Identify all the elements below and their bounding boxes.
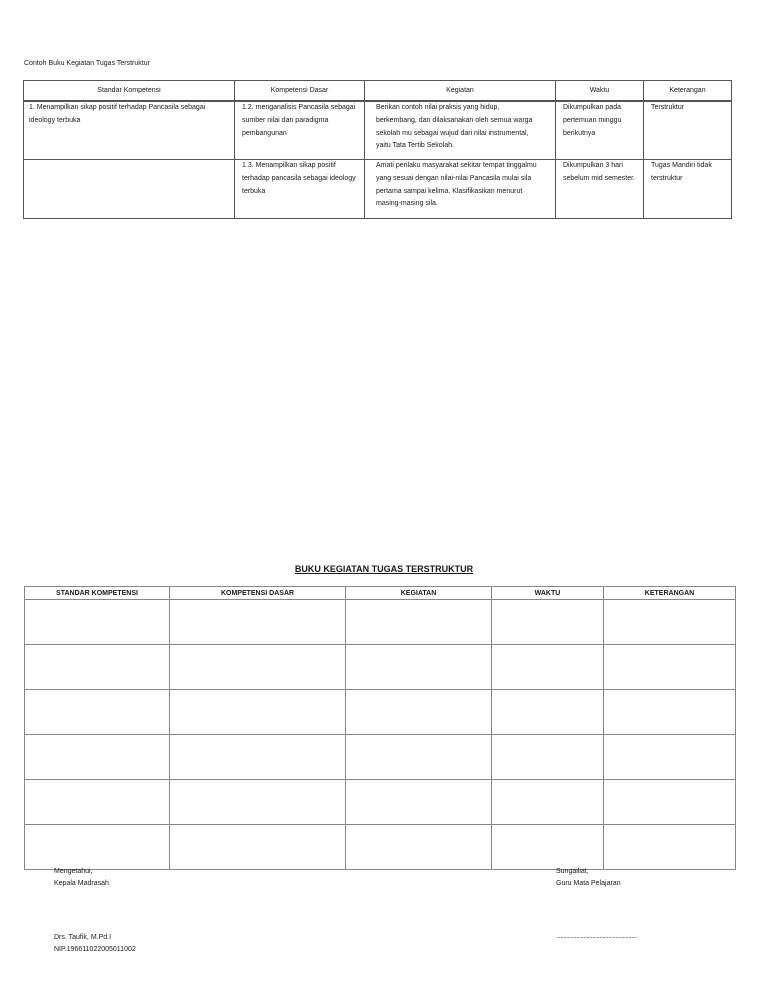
form-cell[interactable]: [492, 690, 604, 735]
form-cell[interactable]: [604, 645, 736, 690]
table-row: [24, 160, 732, 219]
form-header-standar-kompetensi: STANDAR KOMPETENSI: [25, 587, 170, 600]
form-cell[interactable]: [25, 780, 170, 825]
form-cell[interactable]: [170, 825, 346, 870]
form-header-waktu: WAKTU: [492, 587, 604, 600]
form-cell[interactable]: [346, 825, 492, 870]
form-cell[interactable]: [492, 600, 604, 645]
form-cell[interactable]: [492, 645, 604, 690]
header-waktu: Waktu: [556, 81, 644, 102]
form-cell[interactable]: [25, 600, 170, 645]
form-cell[interactable]: [25, 825, 170, 870]
form-cell[interactable]: [346, 690, 492, 735]
page-caption: Contoh Buku Kegiatan Tugas Terstruktur: [24, 60, 150, 67]
form-header-kegiatan: KEGIATAN: [346, 587, 492, 600]
cell-waktu: Dikumpulkan 3 hari sebelum mid semester.: [556, 160, 644, 219]
signature-right-line: ........................................................: [556, 933, 637, 940]
form-cell[interactable]: [25, 735, 170, 780]
form-cell[interactable]: [346, 645, 492, 690]
form-cell[interactable]: [604, 600, 736, 645]
header-standar-kompetensi: Standar Kompetensi: [24, 81, 235, 102]
signature-right-role: Guru Mata Pelajaran: [556, 880, 621, 887]
form-cell[interactable]: [604, 780, 736, 825]
signature-left: [54, 866, 109, 890]
form-cell[interactable]: [492, 735, 604, 780]
form-cell[interactable]: [25, 690, 170, 735]
form-header-keterangan: KETERANGAN: [604, 587, 736, 600]
signature-right-place: Sungailiat,: [556, 868, 589, 875]
form-cell[interactable]: [170, 690, 346, 735]
form-row: [25, 690, 736, 735]
form-cell[interactable]: [25, 645, 170, 690]
cell-keterangan: Tugas Mandiri tidak terstruktur: [644, 160, 732, 219]
example-header-row: [24, 81, 732, 102]
signature-left-name: Drs. Taufik, M.Pd.I: [54, 934, 112, 941]
cell-waktu: Dikumpulkan pada pertemuan minggu berikutnya: [556, 101, 644, 160]
signature-left-role: Kepala Madrasah: [54, 880, 109, 887]
cell-standar: 1. Menampilkan sikap positif terhadap Pancasila sebagai ideology terbuka: [24, 101, 235, 160]
header-kompetensi-dasar: Kompetensi Dasar: [235, 81, 365, 102]
form-cell[interactable]: [492, 825, 604, 870]
form-cell[interactable]: [604, 690, 736, 735]
cell-kompetensi: 1.2. menganalisis Pancasila sebagai sumber nilai dan paradigma pembangunan: [235, 101, 365, 160]
cell-kegiatan: Berikan contoh nilai praksis yang hidup, berkembang, dan dilaksanakan oleh semua warga sekolah mu sebagai wujud dari nilai instrumental, yaitu Tata Tertib Sekolah.: [365, 101, 556, 160]
cell-kegiatan: Amati perilaku masyarakat sekitar tempat tinggalmu yang sesuai dengan nilai-nilai Pancasila mulai sila pertama sampai kelima. Klasifikasikan menurut masing-masing sila.: [365, 160, 556, 219]
header-kegiatan: Kegiatan: [365, 81, 556, 102]
signature-right: [556, 866, 621, 890]
signature-left-identity: [54, 932, 136, 956]
signature-left-greeting: Mengetahui,: [54, 868, 93, 875]
form-row: [25, 780, 736, 825]
form-cell[interactable]: [170, 735, 346, 780]
form-cell[interactable]: [346, 735, 492, 780]
cell-keterangan: Terstruktur: [644, 101, 732, 160]
form-header-kompetensi-dasar: KOMPETENSI DASAR: [170, 587, 346, 600]
form-row: [25, 645, 736, 690]
form-cell[interactable]: [492, 780, 604, 825]
form-row: [25, 600, 736, 645]
form-cell[interactable]: [346, 780, 492, 825]
form-title: BUKU KEGIATAN TUGAS TERSTRUKTUR: [294, 564, 474, 574]
cell-kompetensi: 1.3. Menampilkan sikap positif terhadap pancasila sebagai ideology terbuka: [235, 160, 365, 219]
header-keterangan: Keterangan: [644, 81, 732, 102]
form-cell[interactable]: [604, 825, 736, 870]
form-cell[interactable]: [170, 780, 346, 825]
form-cell[interactable]: [346, 600, 492, 645]
cell-standar: [24, 160, 235, 219]
table-row: [24, 101, 732, 160]
form-row: [25, 825, 736, 870]
form-row: [25, 735, 736, 780]
form-header-row: [25, 587, 736, 600]
form-cell[interactable]: [170, 645, 346, 690]
form-cell[interactable]: [604, 735, 736, 780]
example-table: [23, 80, 732, 219]
form-cell[interactable]: [170, 600, 346, 645]
blank-form-table: [24, 586, 736, 870]
signature-left-nip: NIP.196611022005011002: [54, 946, 136, 953]
